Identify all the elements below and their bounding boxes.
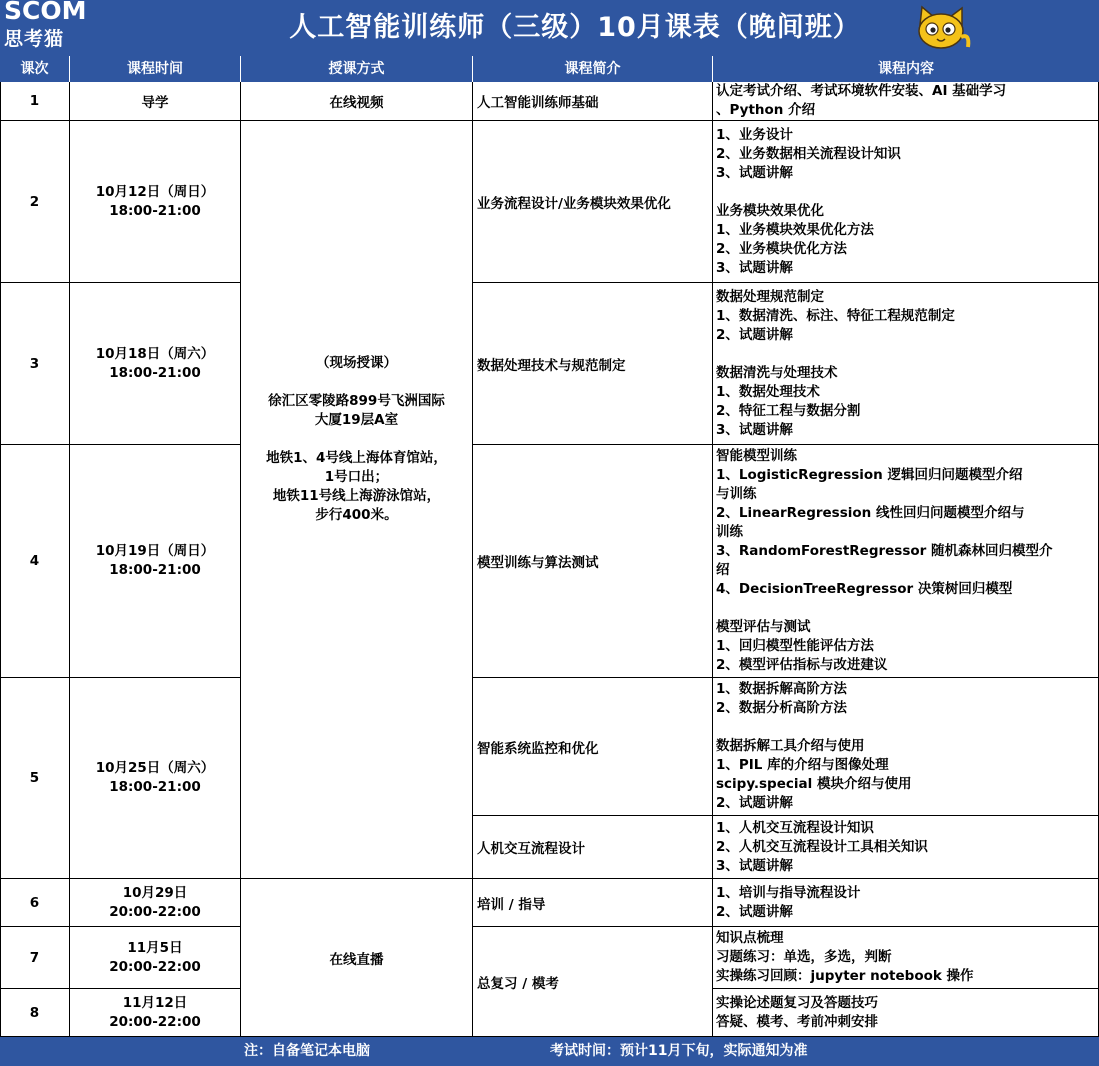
row-2-content-text: 1、业务设计 2、业务数据相关流程设计知识 3、试题讲解 业务模块效果优化 1、业务模块效果优化方法 2、业务模块优化方法 3、试题讲解 [716, 126, 901, 276]
row-1-content-text: 认定考试介绍、考试环境软件安装、AI 基础学习 、Python 介绍 [716, 83, 1007, 118]
row-2-time [70, 121, 241, 283]
row-4-hours: 18:00-21:00 [109, 562, 201, 578]
row-1-index: 1 [0, 82, 70, 121]
row-4-index: 4 [0, 445, 70, 678]
row-8-index: 8 [0, 989, 70, 1037]
row-3-date: 10月18日（周六） [95, 345, 215, 362]
row-2-hours: 18:00-21:00 [109, 202, 201, 219]
row-4-date: 10月19日（周日） [95, 543, 215, 559]
header-intro: 课程简介 [473, 56, 713, 82]
footer-bar [0, 1037, 1099, 1066]
cat-mascot-icon [912, 3, 972, 55]
row-5b-intro: 人机交互流程设计 [473, 816, 713, 879]
row-5-index: 5 [0, 678, 70, 879]
logo-text-en: SCOM [4, 0, 87, 25]
row-2-intro: 业务流程设计/业务模块效果优化 [473, 121, 713, 283]
onsite-transit: 地铁1、4号线上海体育馆站， 1号口出； 地铁11号线上海游泳馆站， 步行400米。 [266, 450, 447, 523]
row-5-date: 10月25日（周六） [95, 760, 215, 776]
row-1-time: 导学 [70, 82, 241, 121]
row-4-time [70, 445, 241, 678]
row-1-mode: 在线视频 [241, 82, 473, 121]
header-content: 课程内容 [713, 56, 1099, 82]
row-6-intro: 培训 / 指导 [473, 879, 713, 927]
row-5-hours: 18:00-21:00 [109, 779, 201, 795]
title-bar [0, 0, 1099, 56]
header-time: 课程时间 [70, 56, 241, 82]
row-5a-content-text: 1、数据拆解高阶方法 2、数据分析高阶方法 数据拆解工具介绍与使用 1、PIL 库的介绍与图像处理 scipy.special 模块介绍与使用 2、试题讲解 [716, 681, 912, 811]
row-5b-content [713, 816, 1099, 879]
footer-note: 注：自备笔记本电脑 [244, 1043, 370, 1059]
row-6-time [70, 879, 241, 927]
row-6-index: 6 [0, 879, 70, 927]
onsite-mode-cell [241, 121, 473, 879]
logo-text-cn: 思考猫 [4, 28, 65, 50]
row-6-content [713, 879, 1099, 927]
row-3-index: 3 [0, 283, 70, 445]
row-2-date: 10月12日（周日） [95, 183, 215, 200]
row-8-hours: 20:00-22:00 [109, 1013, 201, 1030]
row-6-hours: 20:00-22:00 [109, 903, 201, 920]
row-4-content-text: 智能模型训练 1、LogisticRegression 逻辑回归问题模型介绍 与训练 2、LinearRegression 线性回归问题模型介绍与 训练 3、RandomForestRegressor 随机森林回归模型介 绍 4、DecisionTreeRegressor 决策树回归模型 模型评估与测试 1、回归模型性能评估方法 2、模型评估指标与改进建议 [716, 448, 1053, 673]
row-3-time [70, 283, 241, 445]
row-5a-content [713, 678, 1099, 816]
row-7-index: 7 [0, 927, 70, 989]
header-index: 课次 [0, 56, 70, 82]
row-3-intro: 数据处理技术与规范制定 [473, 283, 713, 445]
row-2-content [713, 121, 1099, 283]
row-6-date: 10月29日 [122, 884, 188, 901]
row-3-content-text: 数据处理规范制定 1、数据清洗、标注、特征工程规范制定 2、试题讲解 数据清洗与处理技术 1、数据处理技术 2、特征工程与数据分割 3、试题讲解 [716, 288, 955, 438]
onsite-address: 徐汇区零陵路899号飞洲国际 大厦19层A室 [268, 393, 445, 428]
row-4-intro: 模型训练与算法测试 [473, 445, 713, 678]
row-1-content [713, 82, 1099, 121]
row-3-hours: 18:00-21:00 [109, 364, 201, 381]
row-7-time [70, 927, 241, 989]
row-2-index: 2 [0, 121, 70, 283]
onsite-mode: （现场授课） [315, 355, 397, 371]
online-live-cell: 在线直播 [241, 879, 473, 1037]
header-mode: 授课方式 [241, 56, 473, 82]
row-8-content [713, 989, 1099, 1037]
row-7-8-intro: 总复习 / 模考 [473, 927, 713, 1037]
row-4-content [713, 445, 1099, 678]
row-1-intro: 人工智能训练师基础 [473, 82, 713, 121]
row-7-content [713, 927, 1099, 989]
footer-exam-time: 考试时间：预计11月下旬，实际通知为准 [550, 1043, 808, 1059]
row-3-content [713, 283, 1099, 445]
row-7-hours: 20:00-22:00 [109, 958, 201, 975]
page-title: 人工智能训练师（三级）10月课表（晚间班） [289, 12, 861, 43]
row-5-time [70, 678, 241, 879]
row-8-date: 11月12日 [122, 994, 188, 1011]
row-6-content-text: 1、培训与指导流程设计 2、试题讲解 [716, 884, 861, 920]
row-8-content-text: 实操论述题复习及答题技巧 答疑、模考、考前冲刺安排 [716, 994, 878, 1030]
row-5a-intro: 智能系统监控和优化 [473, 678, 713, 816]
row-7-date: 11月5日 [127, 939, 183, 956]
row-8-time [70, 989, 241, 1037]
row-7-content-text: 知识点梳理 习题练习：单选，多选，判断 实操练习回顾：jupyter notebook 操作 [716, 930, 974, 984]
row-5b-content-text: 1、人机交互流程设计知识 2、人机交互流程设计工具相关知识 3、试题讲解 [716, 819, 928, 874]
